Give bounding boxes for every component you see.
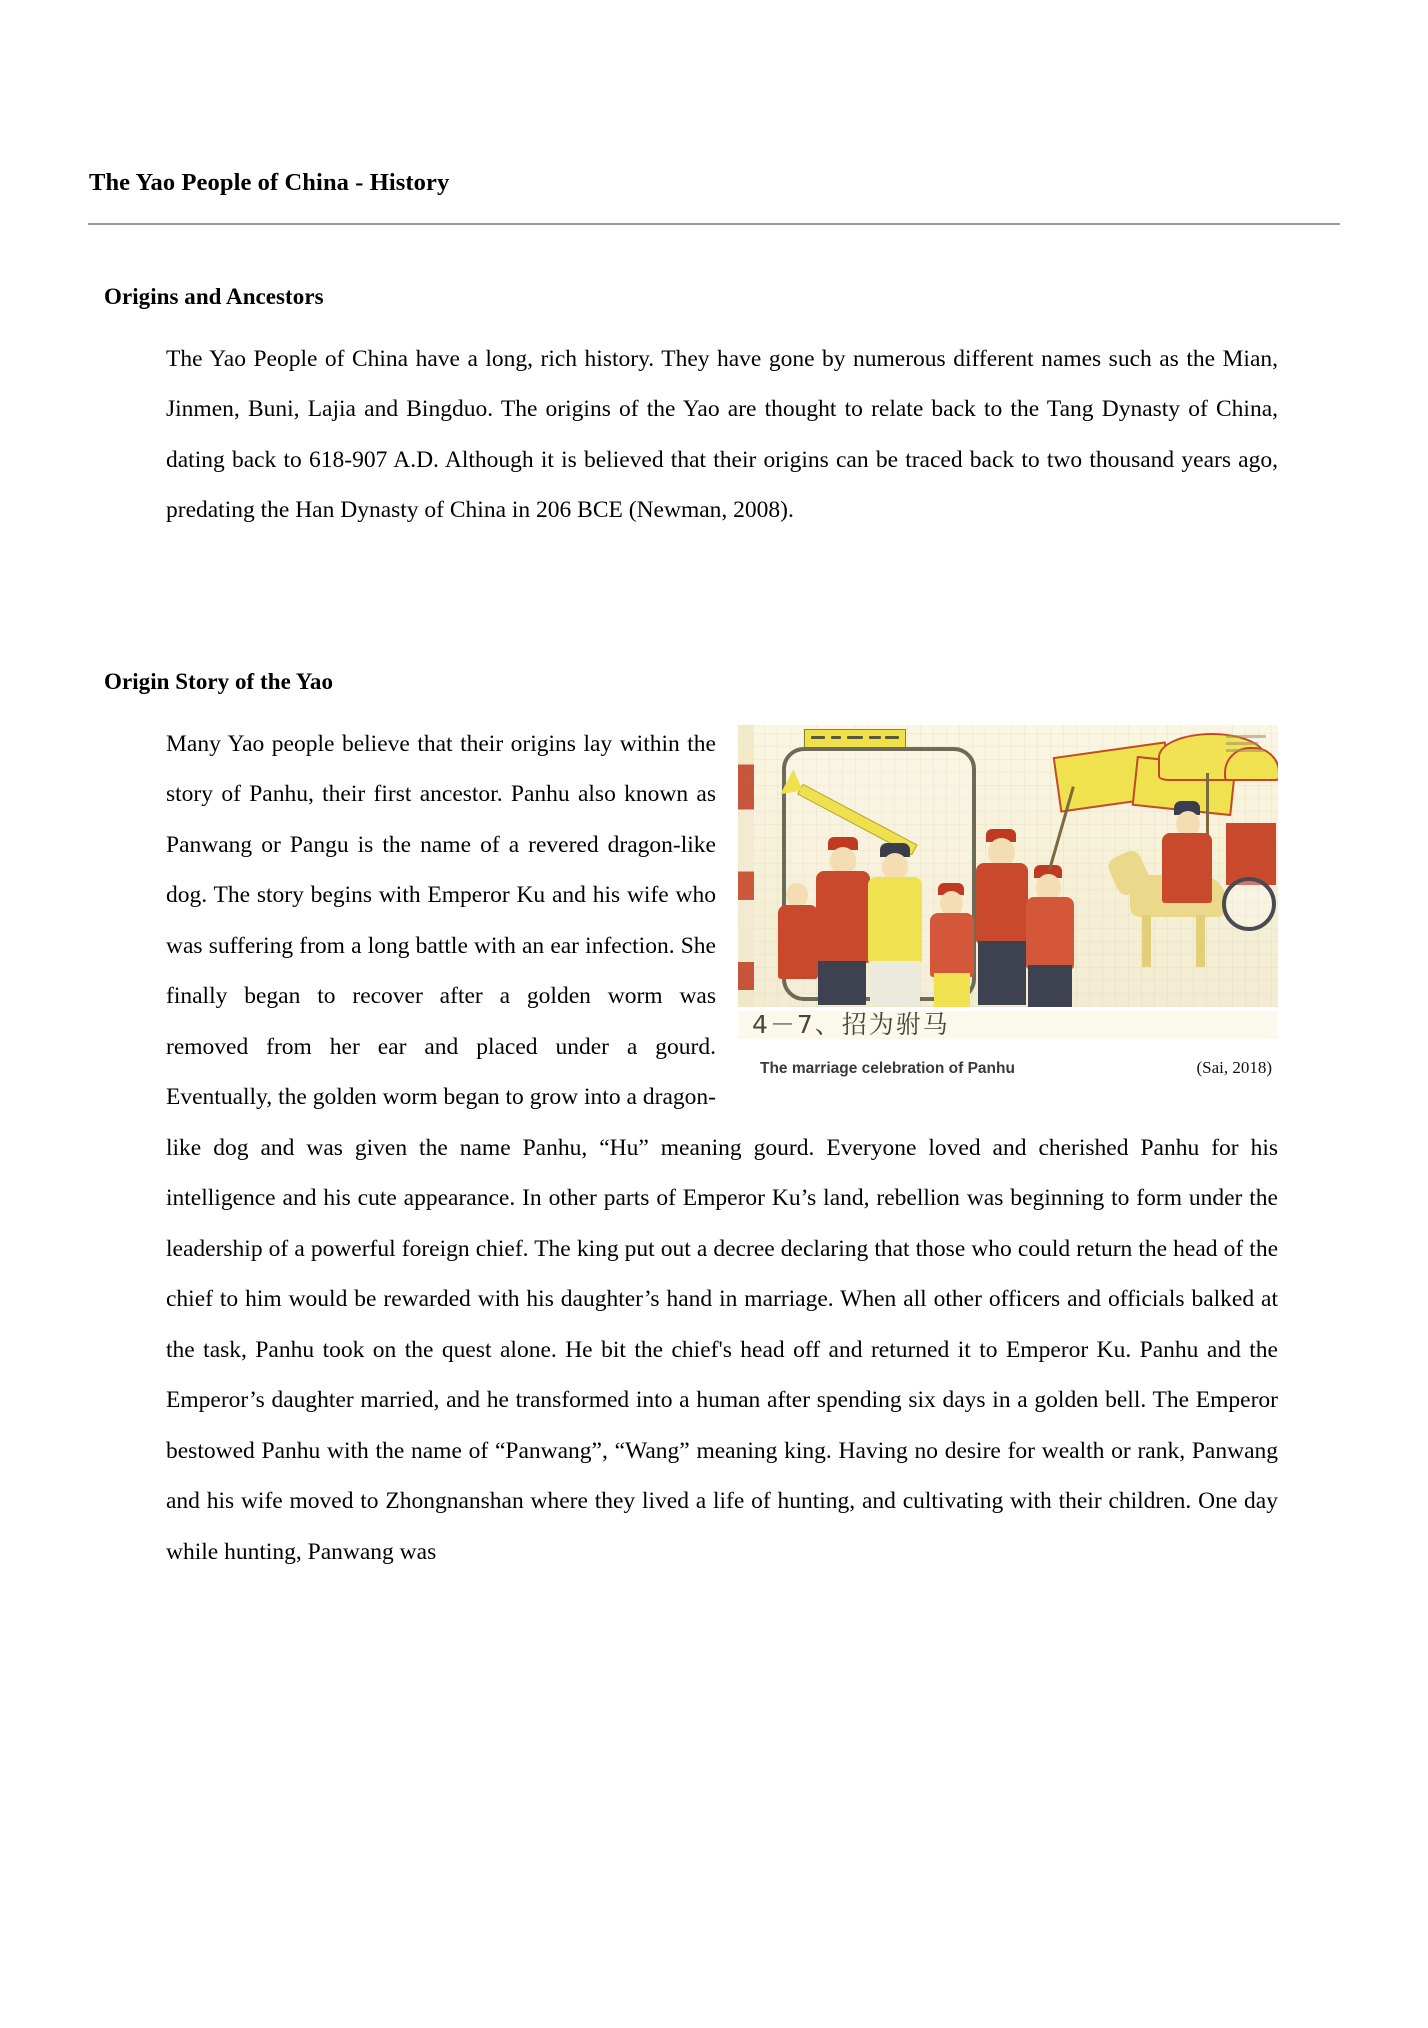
section-body-1 [166,334,1278,536]
illustration-figure-lower [934,973,970,1007]
section-origin-story-of-the-yao [88,668,1340,1577]
illustration-figure-robe [778,905,818,979]
illustration-right-inscription [1226,731,1272,771]
figure-marriage-celebration [738,725,1278,1095]
figure-caption-row [738,1039,1278,1095]
illustration-cart-wheel [1222,877,1276,931]
illustration-figure-head [940,891,963,916]
illustration-horse-leg [1196,915,1205,967]
illustration-cart-body [1226,823,1276,885]
illustration-figure-robe [930,913,974,977]
illustration-left-border-strip [738,725,754,1007]
running-head-title: The Yao People of China - History [89,169,450,196]
section-heading-1: Origins and Ancestors [104,284,324,310]
section-body-2 [166,719,1278,1578]
illustration-figure-lower [870,961,920,1005]
spacer-after-rule [88,225,1340,283]
spacer-between-sections [88,536,1340,668]
section-origins-and-ancestors [88,283,1340,536]
illustration-parasol-pole [1206,773,1209,843]
section-heading-2: Origin Story of the Yao [104,668,334,694]
illustration-figure-robe [868,877,922,963]
page-content [88,168,1340,1577]
illustration-horse-leg [1142,915,1151,967]
figure-credit: (Sai, 2018) [1196,1058,1272,1078]
illustration-rider-robe [1162,833,1212,903]
figure-caption-chinese: 4－7、招为驸马 [738,1011,1278,1040]
illustration-figure-robe [1026,897,1074,969]
illustration-figure-lower [978,941,1026,1005]
illustration-figure-head [786,883,808,907]
figure-caption-english: The marriage celebration of Panhu [760,1060,1015,1078]
illustration-figure-robe [976,863,1028,943]
illustration-figure-lower [818,961,866,1005]
paragraph-origin-story: Many Yao people believe that their origins lay within the story of Panhu, their first ancestor. Panhu also known as Panwang or Pangu is the name of a revered dragon-like dog. The story begins with Emperor Ku and his wife who was suffering from a long battle with an ear infection. She finally began to recover after a golden worm was removed from her ear and placed under a gourd. Eventually, the golden worm began to grow into a dragon-like dog and was given the name Panhu, “Hu” meaning gourd. Everyone loved and cherished Panhu for his intelligence and his cute appearance. In other parts of Emperor Ku’s land, rebellion was beginning to form under the leadership of a powerful foreign chief. The king put out a decree declaring that those who could return the head of the chief to him would be rewarded with his daughter’s hand in marriage. When all other officers and officials balked at the task, Panhu took on the quest alone. He bit the chief's head off and returned it to Emperor Ku. Panhu and the Emperor’s daughter married, and he transformed into a human after spending six days in a golden bell. The Emperor bestowed Panhu with the name of “Panwang”, “Wang” meaning king. Having no desire for wealth or rank, Panwang and his wife moved to Zhongnanshan where they lived a life of hunting, and cultivating with their children. One day while hunting, Panwang was [166,730,1278,1565]
illustration-figure-lower [1028,965,1072,1007]
paragraph-origins: The Yao People of China have a long, rich history. They have gone by numerous different names such as the Mian, Jinmen, Buni, Lajia and Bingduo. The origins of the Yao are thought to relate back to the Tang Dynasty of China, dating back to 618-907 A.D. Although it is believed that their origins can be traced back to two thousand years ago, predating the Han Dynasty of China in 206 BCE (Newman, 2008). [166,345,1278,524]
illustration-figure-robe [816,871,870,963]
figure-illustration [738,725,1278,1007]
